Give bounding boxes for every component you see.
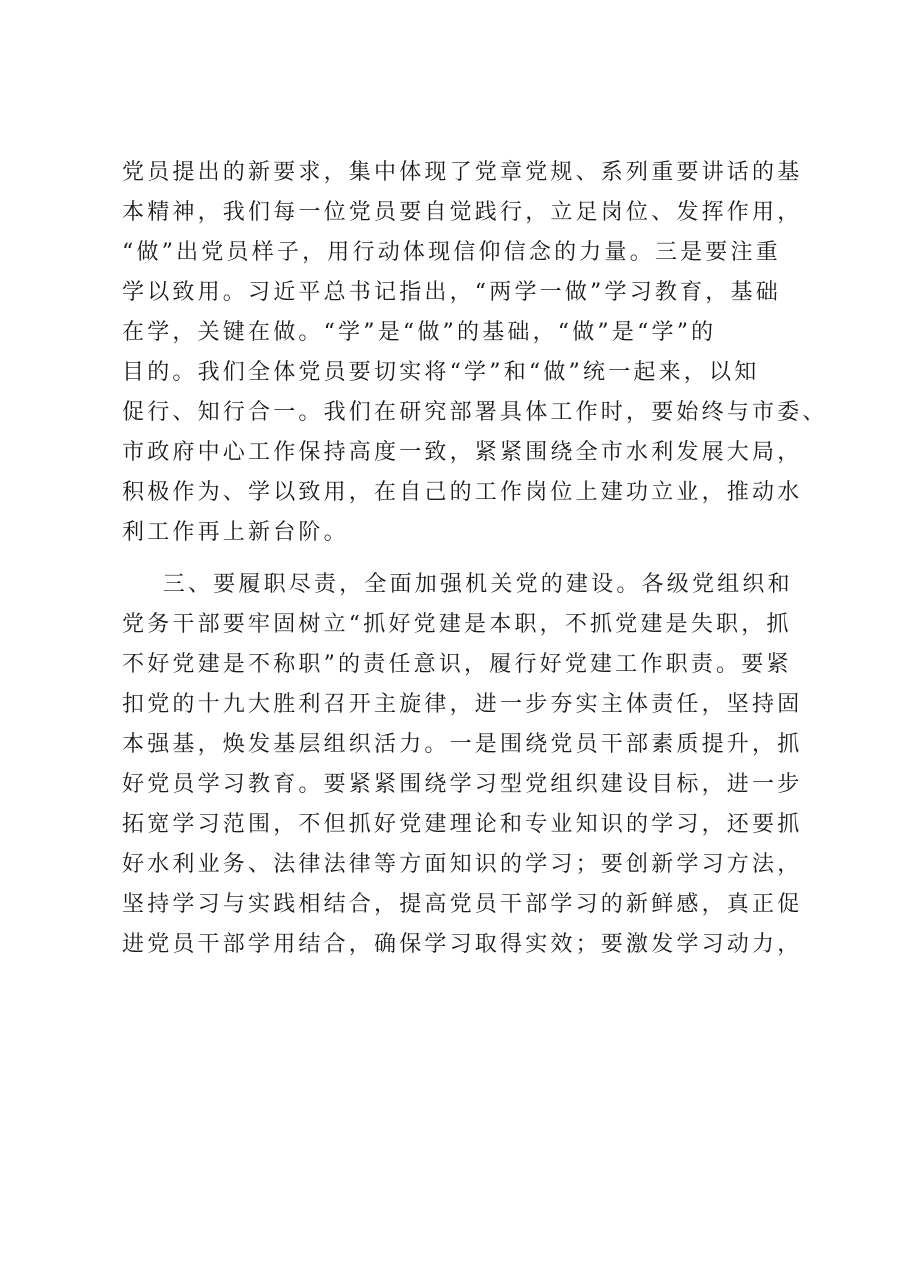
text-line: 坚持学习与实践相结合，提高党员干部学习的新鲜感，真正促	[122, 892, 803, 917]
text-line: 积极作为、学以致用，在自己的工作岗位上建功立业，推动水	[122, 480, 803, 505]
text-line: 拓宽学习范围，不但抓好党建理论和专业知识的学习，还要抓	[122, 812, 803, 837]
text-line: 促行、知行合一。我们在研究部署具体工作时，要始终与市委、	[122, 400, 828, 425]
text-line: 党员提出的新要求，集中体现了党章党规、系列重要讲话的基	[122, 160, 803, 185]
text-line: 进党员干部学用结合，确保学习取得实效；要激发学习动力，	[122, 932, 803, 957]
document-body	[122, 153, 882, 965]
text-line: 本强基，焕发基层组织活力。一是围绕党员干部素质提升，抓	[122, 732, 803, 757]
text-line: 利工作再上新台阶。	[122, 520, 349, 545]
text-line: 扣党的十九大胜利召开主旋律，进一步夯实主体责任，坚持固	[122, 692, 803, 717]
text-line: 学以致用。习近平总书记指出，“两学一做”学习教育，基础	[122, 280, 781, 305]
text-line: 三、要履职尽责，全面加强机关党的建设。各级党组织和	[122, 572, 793, 597]
text-line: 在学，关键在做。“学”是“做”的基础，“做”是“学”的	[122, 320, 717, 345]
paragraph	[122, 565, 882, 965]
text-line: “做”出党员样子，用行动体现信仰信念的力量。三是要注重	[122, 240, 781, 265]
text-line: 本精神，我们每一位党员要自觉践行，立足岗位、发挥作用，	[122, 200, 803, 225]
text-line: 市政府中心工作保持高度一致，紧紧围绕全市水利发展大局，	[122, 440, 803, 465]
text-line: 好水利业务、法律法律等方面知识的学习；要创新学习方法，	[122, 852, 803, 877]
paragraph	[122, 153, 882, 553]
paragraph-gap	[122, 553, 882, 565]
text-line: 不好党建是不称职”的责任意识，履行好党建工作职责。要紧	[122, 652, 792, 677]
text-line: 好党员学习教育。要紧紧围绕学习型党组织建设目标，进一步	[122, 772, 803, 797]
text-line: 目的。我们全体党员要切实将“学”和“做”统一起来，以知	[122, 360, 760, 385]
text-line: 党务干部要牢固树立“抓好党建是本职，不抓党建是失职，抓	[122, 612, 792, 637]
